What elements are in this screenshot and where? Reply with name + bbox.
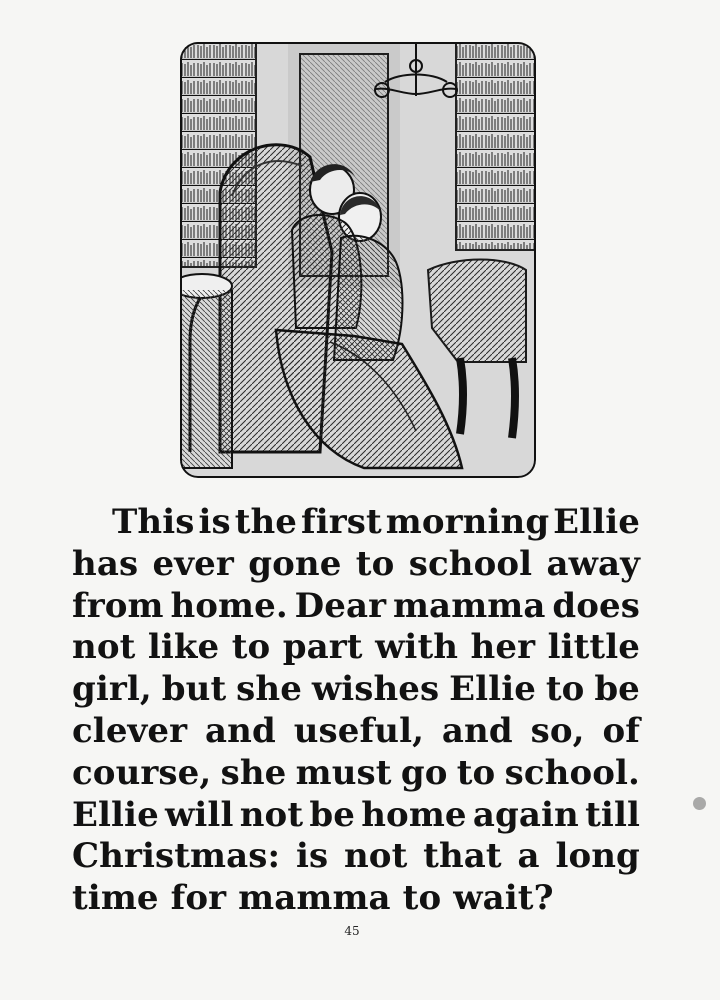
word: school. bbox=[504, 752, 640, 793]
word: a bbox=[517, 836, 540, 877]
word: be bbox=[594, 669, 640, 710]
word: girl, bbox=[72, 669, 152, 710]
paragraph-line bbox=[72, 878, 640, 920]
word: mamma bbox=[238, 878, 391, 919]
word: clever bbox=[72, 710, 188, 751]
right-bookshelf bbox=[456, 42, 536, 250]
word: to bbox=[231, 627, 271, 668]
word: that bbox=[423, 836, 502, 877]
word: Dear bbox=[294, 585, 387, 626]
paragraph-line bbox=[72, 502, 640, 544]
paragraph-line bbox=[72, 753, 640, 795]
word: her bbox=[470, 627, 536, 668]
paragraph-line bbox=[72, 669, 640, 711]
word: This bbox=[112, 502, 195, 542]
story-paragraph bbox=[72, 502, 640, 920]
side-table bbox=[180, 274, 232, 468]
word: to bbox=[355, 543, 395, 584]
word: to bbox=[545, 669, 585, 710]
word: mamma bbox=[392, 585, 546, 626]
word: wishes bbox=[311, 669, 440, 710]
word: will bbox=[165, 794, 234, 835]
word: and bbox=[441, 710, 513, 751]
word: be bbox=[309, 794, 355, 835]
word: morning bbox=[385, 502, 550, 542]
word: not bbox=[72, 627, 136, 668]
word: from bbox=[72, 585, 164, 626]
word: must bbox=[295, 752, 392, 793]
word: part bbox=[282, 627, 363, 668]
word: course, bbox=[72, 752, 212, 793]
word: to bbox=[402, 878, 442, 919]
word: to bbox=[456, 752, 496, 793]
word: for bbox=[170, 878, 227, 919]
word: does bbox=[552, 585, 640, 626]
word: the bbox=[234, 502, 298, 542]
word: is bbox=[295, 836, 329, 877]
word: not bbox=[239, 794, 304, 835]
word: she bbox=[220, 752, 287, 793]
word: school bbox=[408, 543, 533, 584]
word: first bbox=[301, 502, 382, 542]
word: away bbox=[546, 543, 640, 584]
word: of bbox=[602, 710, 640, 751]
paragraph-line bbox=[72, 711, 640, 753]
word: like bbox=[147, 627, 220, 668]
word: useful, bbox=[293, 710, 425, 751]
word: long bbox=[555, 836, 640, 877]
word: till bbox=[585, 794, 640, 835]
word: Ellie bbox=[72, 794, 159, 835]
word: Ellie bbox=[553, 502, 640, 542]
paragraph-line bbox=[72, 586, 640, 628]
word: and bbox=[205, 710, 276, 751]
illustration-art bbox=[180, 42, 536, 478]
word: little bbox=[547, 627, 640, 668]
word: with bbox=[375, 627, 459, 668]
word: she bbox=[236, 669, 302, 710]
word: gone bbox=[248, 543, 342, 584]
paragraph-line bbox=[72, 544, 640, 586]
paragraph-line bbox=[72, 836, 640, 878]
word: is bbox=[198, 502, 231, 542]
word: so, bbox=[530, 710, 585, 751]
word: home bbox=[361, 794, 467, 835]
word: Ellie bbox=[449, 669, 536, 710]
paragraph-line bbox=[72, 627, 640, 669]
word: again bbox=[472, 794, 579, 835]
word: but bbox=[161, 669, 227, 710]
word: home. bbox=[170, 585, 288, 626]
word: Christmas: bbox=[72, 836, 281, 877]
word: wait? bbox=[453, 878, 554, 919]
margin-ink-spot bbox=[693, 797, 706, 810]
word: time bbox=[72, 878, 159, 919]
page-number: 45 bbox=[344, 924, 360, 938]
word: ever bbox=[152, 543, 234, 584]
word: go bbox=[400, 752, 448, 793]
word: has bbox=[72, 543, 139, 584]
paragraph-line bbox=[72, 795, 640, 837]
word: not bbox=[343, 836, 408, 877]
engraved-illustration bbox=[180, 42, 536, 478]
